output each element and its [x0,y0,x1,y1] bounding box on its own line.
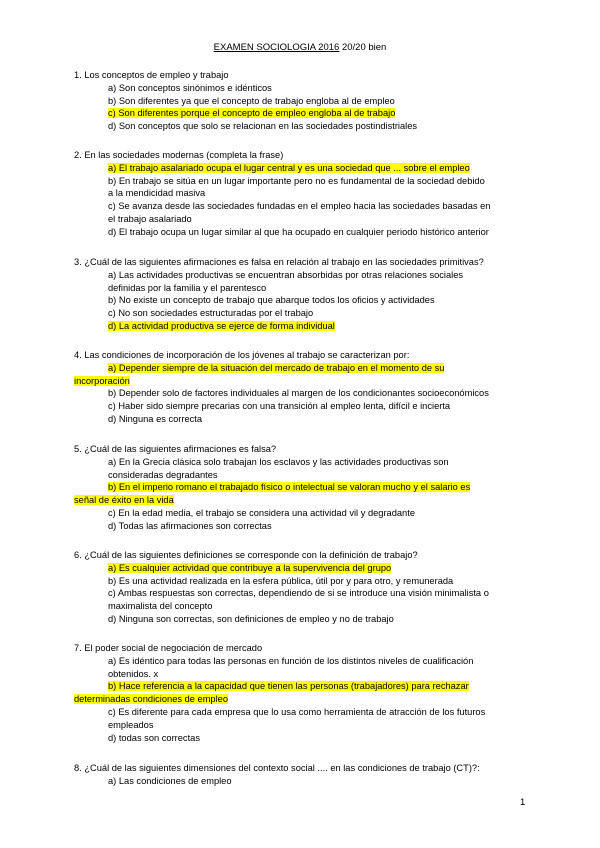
highlighted-answer: d) La actividad productiva se ejerce de forma individual [108,320,335,331]
highlighted-answer-cont: incorporación [74,375,130,386]
option-a [108,162,530,175]
option-c: c) Ambas respuestas son correctas, dependiendo de si se introduce una visión minimalista o [108,588,489,599]
option-b [108,680,530,693]
option-c-cont: maximalista del concepto [108,601,213,612]
highlighted-answer: b) En el imperio romano el trabajado físico o intelectual se valoran mucho y el salario es [108,482,471,493]
option-b: b) No existe un concepto de trabajo que abarque todos los oficios y actividades [108,295,435,306]
option-d: d) todas son correctas [108,732,200,743]
question-4 [74,349,530,426]
option-a-cont: obtenidos. x [108,668,159,679]
option-c: c) Haber sido siempre precarias con una transición al empleo lenta, difícil e incierta [108,401,451,412]
option-c-cont: empleados [108,719,154,730]
question-text: 8. ¿Cuál de las siguientes dimensiones del contexto social .... en las condiciones de trabajo (CT)?: [74,763,480,773]
option-c: c) Se avanza desde las sociedades fundadas en el empleo hacia las sociedades basadas en [108,201,491,212]
exam-title-suffix: 20/20 bien [341,42,387,53]
highlighted-answer: a) Es cualquier actividad que contribuye a la supervivencia del grupo [108,562,392,573]
question-6 [74,549,530,626]
question-text: 2. En las sociedades modernas (completa la frase) [74,150,284,160]
option-d: d) Son conceptos que solo se relacionan en las sociedades postindistriales [108,121,418,132]
option-d: d) Ninguna son correctas, son definiciones de empleo y no de trabajo [108,613,394,624]
option-c: c) En la edad media, el trabajo se considera una actividad vil y degradante [108,507,415,518]
option-a-cont: consideradas degradantes [108,469,218,480]
option-c: c) No son sociedades estructuradas por el trabajo [108,308,314,319]
highlighted-answer-cont: determinadas condiciones de empleo [74,694,229,705]
option-c-cont: el trabajo asalariado [108,213,192,224]
question-text: 6. ¿Cuál de las siguientes definiciones se corresponde con la definición de trabajo? [74,550,418,560]
page-number: 1 [520,797,526,808]
option-a [108,562,530,575]
option-a-cont: definidas por la familia y el parentesco [108,282,267,293]
option-d [108,320,530,333]
option-b: b) Es una actividad realizada en la esfera pública, útil por y para otro, y remunerada [108,575,454,586]
option-a: a) Es idéntico para todas las personas en función de los distintos niveles de cualificación [108,655,474,666]
question-text: 5. ¿Cuál de las siguientes afirmaciones es falsa? [74,444,277,454]
option-a: a) Son conceptos sinónimos e idénticos [108,82,272,93]
option-b: b) Depender solo de factores individuales al margen de los condicionantes socioeconómicos [108,388,489,399]
option-d: d) Ninguna es correcta [108,413,203,424]
option-d: d) El trabajo ocupa un lugar similar al que ha ocupado en cualquier periodo histórico anterior [108,226,489,237]
option-c: c) Es diferente para cada empresa que lo usa como herramienta de atracción de los futuros [108,706,486,717]
highlighted-answer: c) Son diferentes porque el concepto de empleo engloba al de trabajo [108,108,396,119]
option-b: b) Son diferentes ya que el concepto de trabajo engloba al de empleo [108,95,395,106]
option-a: a) Las actividades productivas se encuentran absorbidas por otras relaciones sociales [108,269,464,280]
question-5 [74,443,530,533]
highlighted-answer-cont: señal de éxito en la vida [74,495,174,506]
question-7 [74,642,530,744]
option-a [108,362,530,375]
option-c [108,107,530,120]
question-text: 3. ¿Cuál de las siguientes afirmaciones es falsa en relación al trabajo en las sociedades primitivas? [74,257,484,267]
option-b: b) En trabajo se sitúa en un lugar importante pero no es fundamental de la sociedad debido [108,175,485,186]
highlighted-answer: b) Hace referencia a la capacidad que tienen las personas (trabajadores) para rechazar [108,681,469,692]
question-text: 4. Las condiciones de incorporación de los jóvenes al trabajo se caracterizan por: [74,350,410,360]
question-2 [74,149,530,239]
option-a: a) Las condiciones de empleo [108,775,232,786]
question-text: 7. El poder social de negociación de mercado [74,643,263,653]
question-1 [74,69,530,133]
exam-title-main: EXAMEN SOCIOLOGIA 2016 [213,42,340,53]
highlighted-answer: a) El trabajo asalariado ocupa el lugar central y es una sociedad que ... sobre el empleo [108,162,470,173]
question-3 [74,256,530,333]
question-text: 1. Los conceptos de empleo y trabajo [74,70,229,80]
option-b-cont [74,494,530,507]
option-a: a) En la Grecia clásica solo trabajan los esclavos y las actividades productivas son [108,456,449,467]
option-b [108,481,530,494]
exam-title [0,42,600,53]
question-8 [74,762,530,788]
option-b-cont [74,693,530,706]
highlighted-answer: a) Depender siempre de la situación del mercado de trabajo en el momento de su [108,362,445,373]
option-d: d) Todas las afirmaciones son correctas [108,520,272,531]
option-a-cont [74,375,530,388]
option-b-cont: a la mendicidad masiva [108,188,206,199]
